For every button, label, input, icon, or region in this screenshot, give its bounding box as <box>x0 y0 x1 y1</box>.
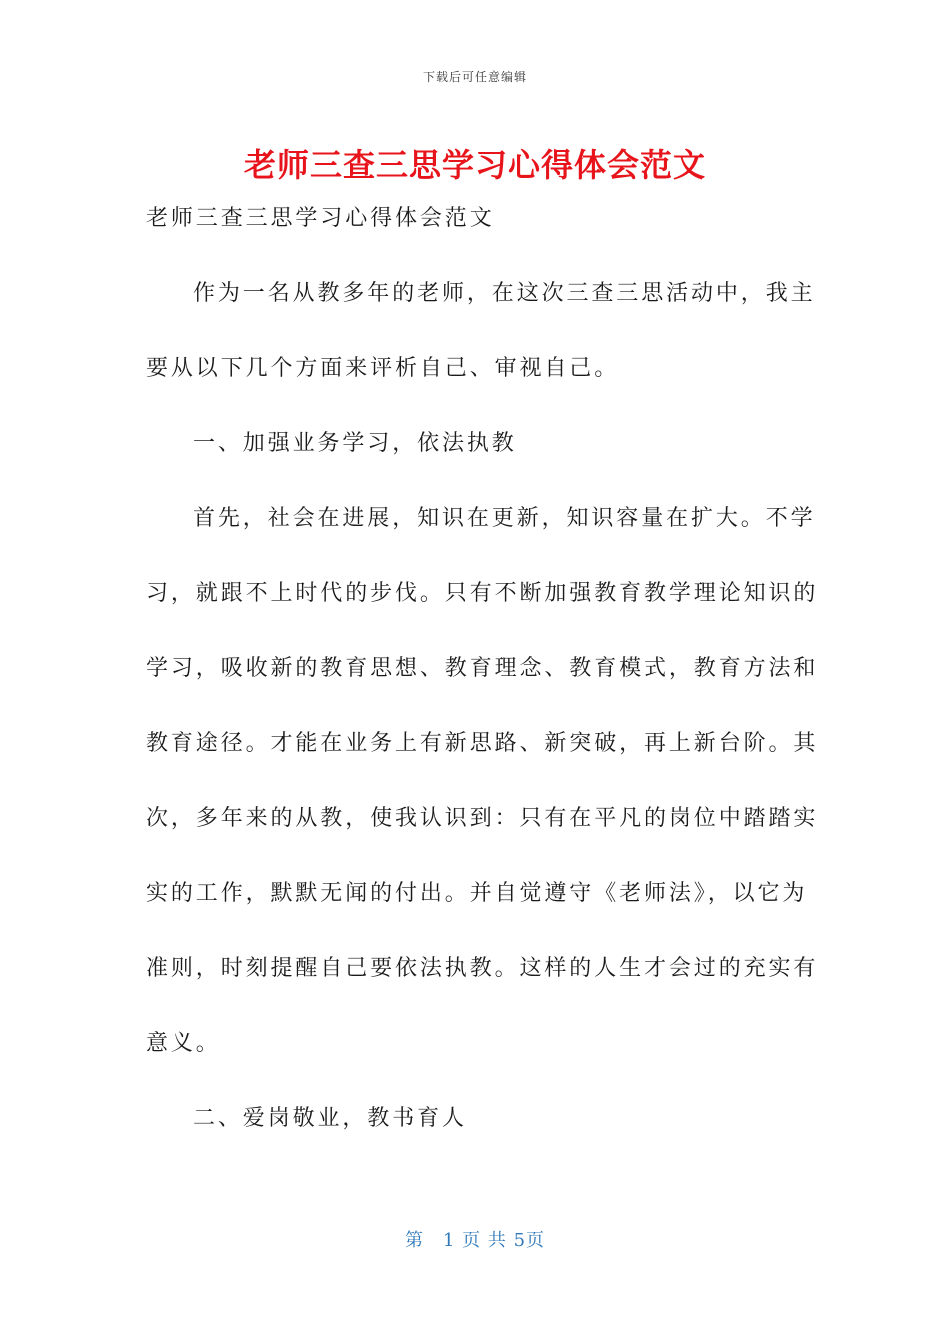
paragraph-line: 准则，时刻提醒自己要依法执教。这样的人生才会过的充实有 <box>146 956 819 981</box>
paragraph-line: 作为一名从教多年的老师，在这次三查三思活动中，我主 <box>193 281 816 306</box>
document-body <box>146 200 819 1137</box>
document-title: 老师三查三思学习心得体会范文 <box>243 146 706 184</box>
paragraph-line: 首先，社会在进展，知识在更新，知识容量在扩大。不学 <box>193 506 816 531</box>
document-subtitle: 老师三查三思学习心得体会范文 <box>146 206 495 231</box>
paragraph-line: 教育途径。才能在业务上有新思路、新突破，再上新台阶。其 <box>146 731 819 756</box>
paragraph-line: 要从以下几个方面来评析自己、审视自己。 <box>146 356 620 381</box>
section-heading-1: 一、加强业务学习，依法执教 <box>193 431 517 456</box>
page-number-footer: 第 1 页 共 5页 <box>404 1230 546 1251</box>
paragraph-line: 次，多年来的从教，使我认识到：只有在平凡的岗位中踏踏实 <box>146 806 819 831</box>
paragraph-line: 意义。 <box>146 1031 221 1056</box>
page-header-note: 下载后可任意编辑 <box>422 70 527 84</box>
paragraph-line: 实的工作，默默无闻的付出。并自觉遵守《老师法》，以它为 <box>146 881 808 906</box>
paragraph-line: 习，就跟不上时代的步伐。只有不断加强教育教学理论知识的 <box>146 581 819 606</box>
paragraph-line: 学习，吸收新的教育思想、教育理念、教育模式，教育方法和 <box>146 656 819 681</box>
section-heading-2: 二、爱岗敬业，教书育人 <box>193 1106 467 1131</box>
